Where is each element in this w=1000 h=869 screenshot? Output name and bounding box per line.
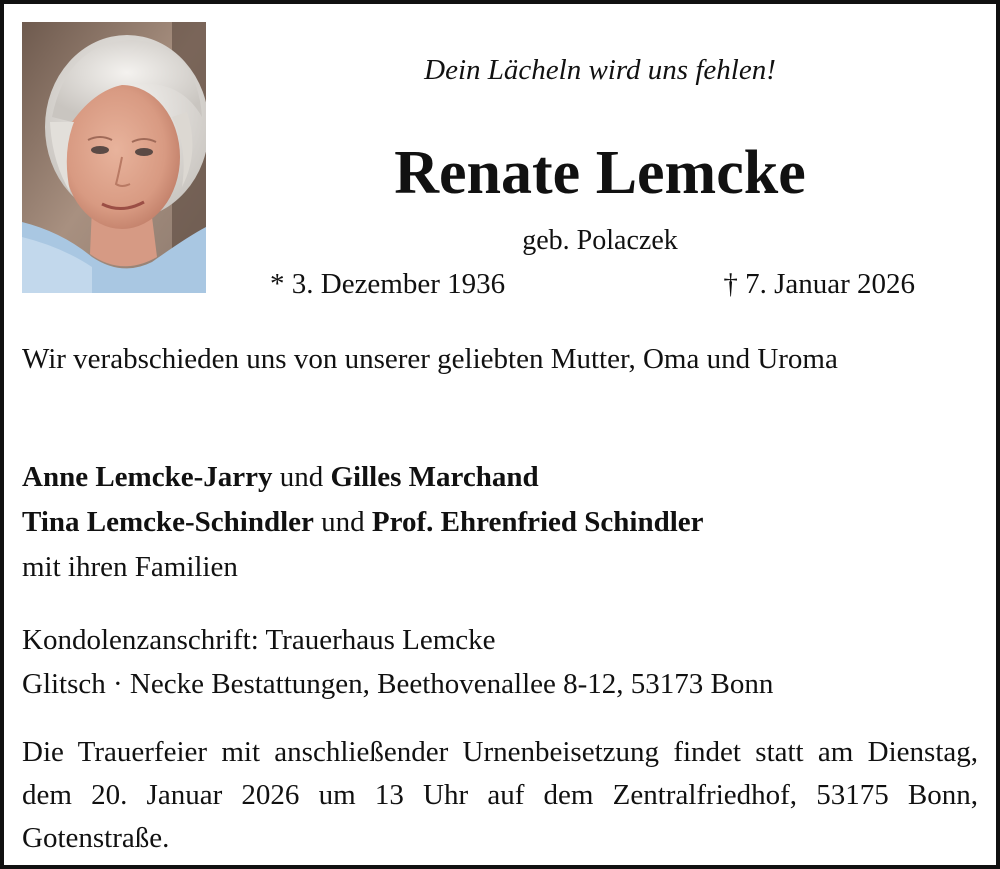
family-member: Anne Lemcke-Jarry bbox=[22, 461, 273, 493]
address-line: Kondolenzanschrift: Trauerhaus Lemcke bbox=[22, 624, 496, 656]
family-line bbox=[22, 455, 978, 500]
death-date: † 7. Januar 2026 bbox=[723, 268, 915, 300]
intro-text: Wir verabschieden uns von unserer geliebten Mutter, Oma und Uroma bbox=[22, 343, 838, 375]
family-member: Tina Lemcke-Schindler bbox=[22, 506, 314, 538]
life-dates bbox=[270, 267, 915, 301]
deceased-name: Renate Lemcke bbox=[394, 139, 806, 207]
birth-date: * 3. Dezember 1936 bbox=[270, 268, 506, 300]
family-member: Prof. Ehrenfried Schindler bbox=[371, 506, 704, 538]
family-note: mit ihren Familien bbox=[22, 551, 238, 583]
motto: Dein Lächeln wird uns fehlen! bbox=[424, 54, 776, 86]
conjunction: und bbox=[313, 506, 372, 538]
portrait-photo bbox=[22, 22, 206, 293]
birth-name: geb. Polaczek bbox=[522, 225, 678, 256]
conjunction: und bbox=[272, 461, 331, 493]
family-list bbox=[22, 455, 978, 590]
address-line: Glitsch · Necke Bestattungen, Beethovenallee 8-12, 53173 Bonn bbox=[22, 668, 774, 700]
condolence-address bbox=[22, 618, 978, 706]
funeral-service-text: Die Trauerfeier mit anschließender Urnenbeisetzung findet statt am Dienstag, dem 20. Januar 2026 um 13 Uhr auf dem Zentralfriedhof, 53175 Bonn, Gotenstraße. bbox=[22, 736, 978, 854]
family-line bbox=[22, 500, 978, 545]
family-member: Gilles Marchand bbox=[330, 461, 539, 493]
